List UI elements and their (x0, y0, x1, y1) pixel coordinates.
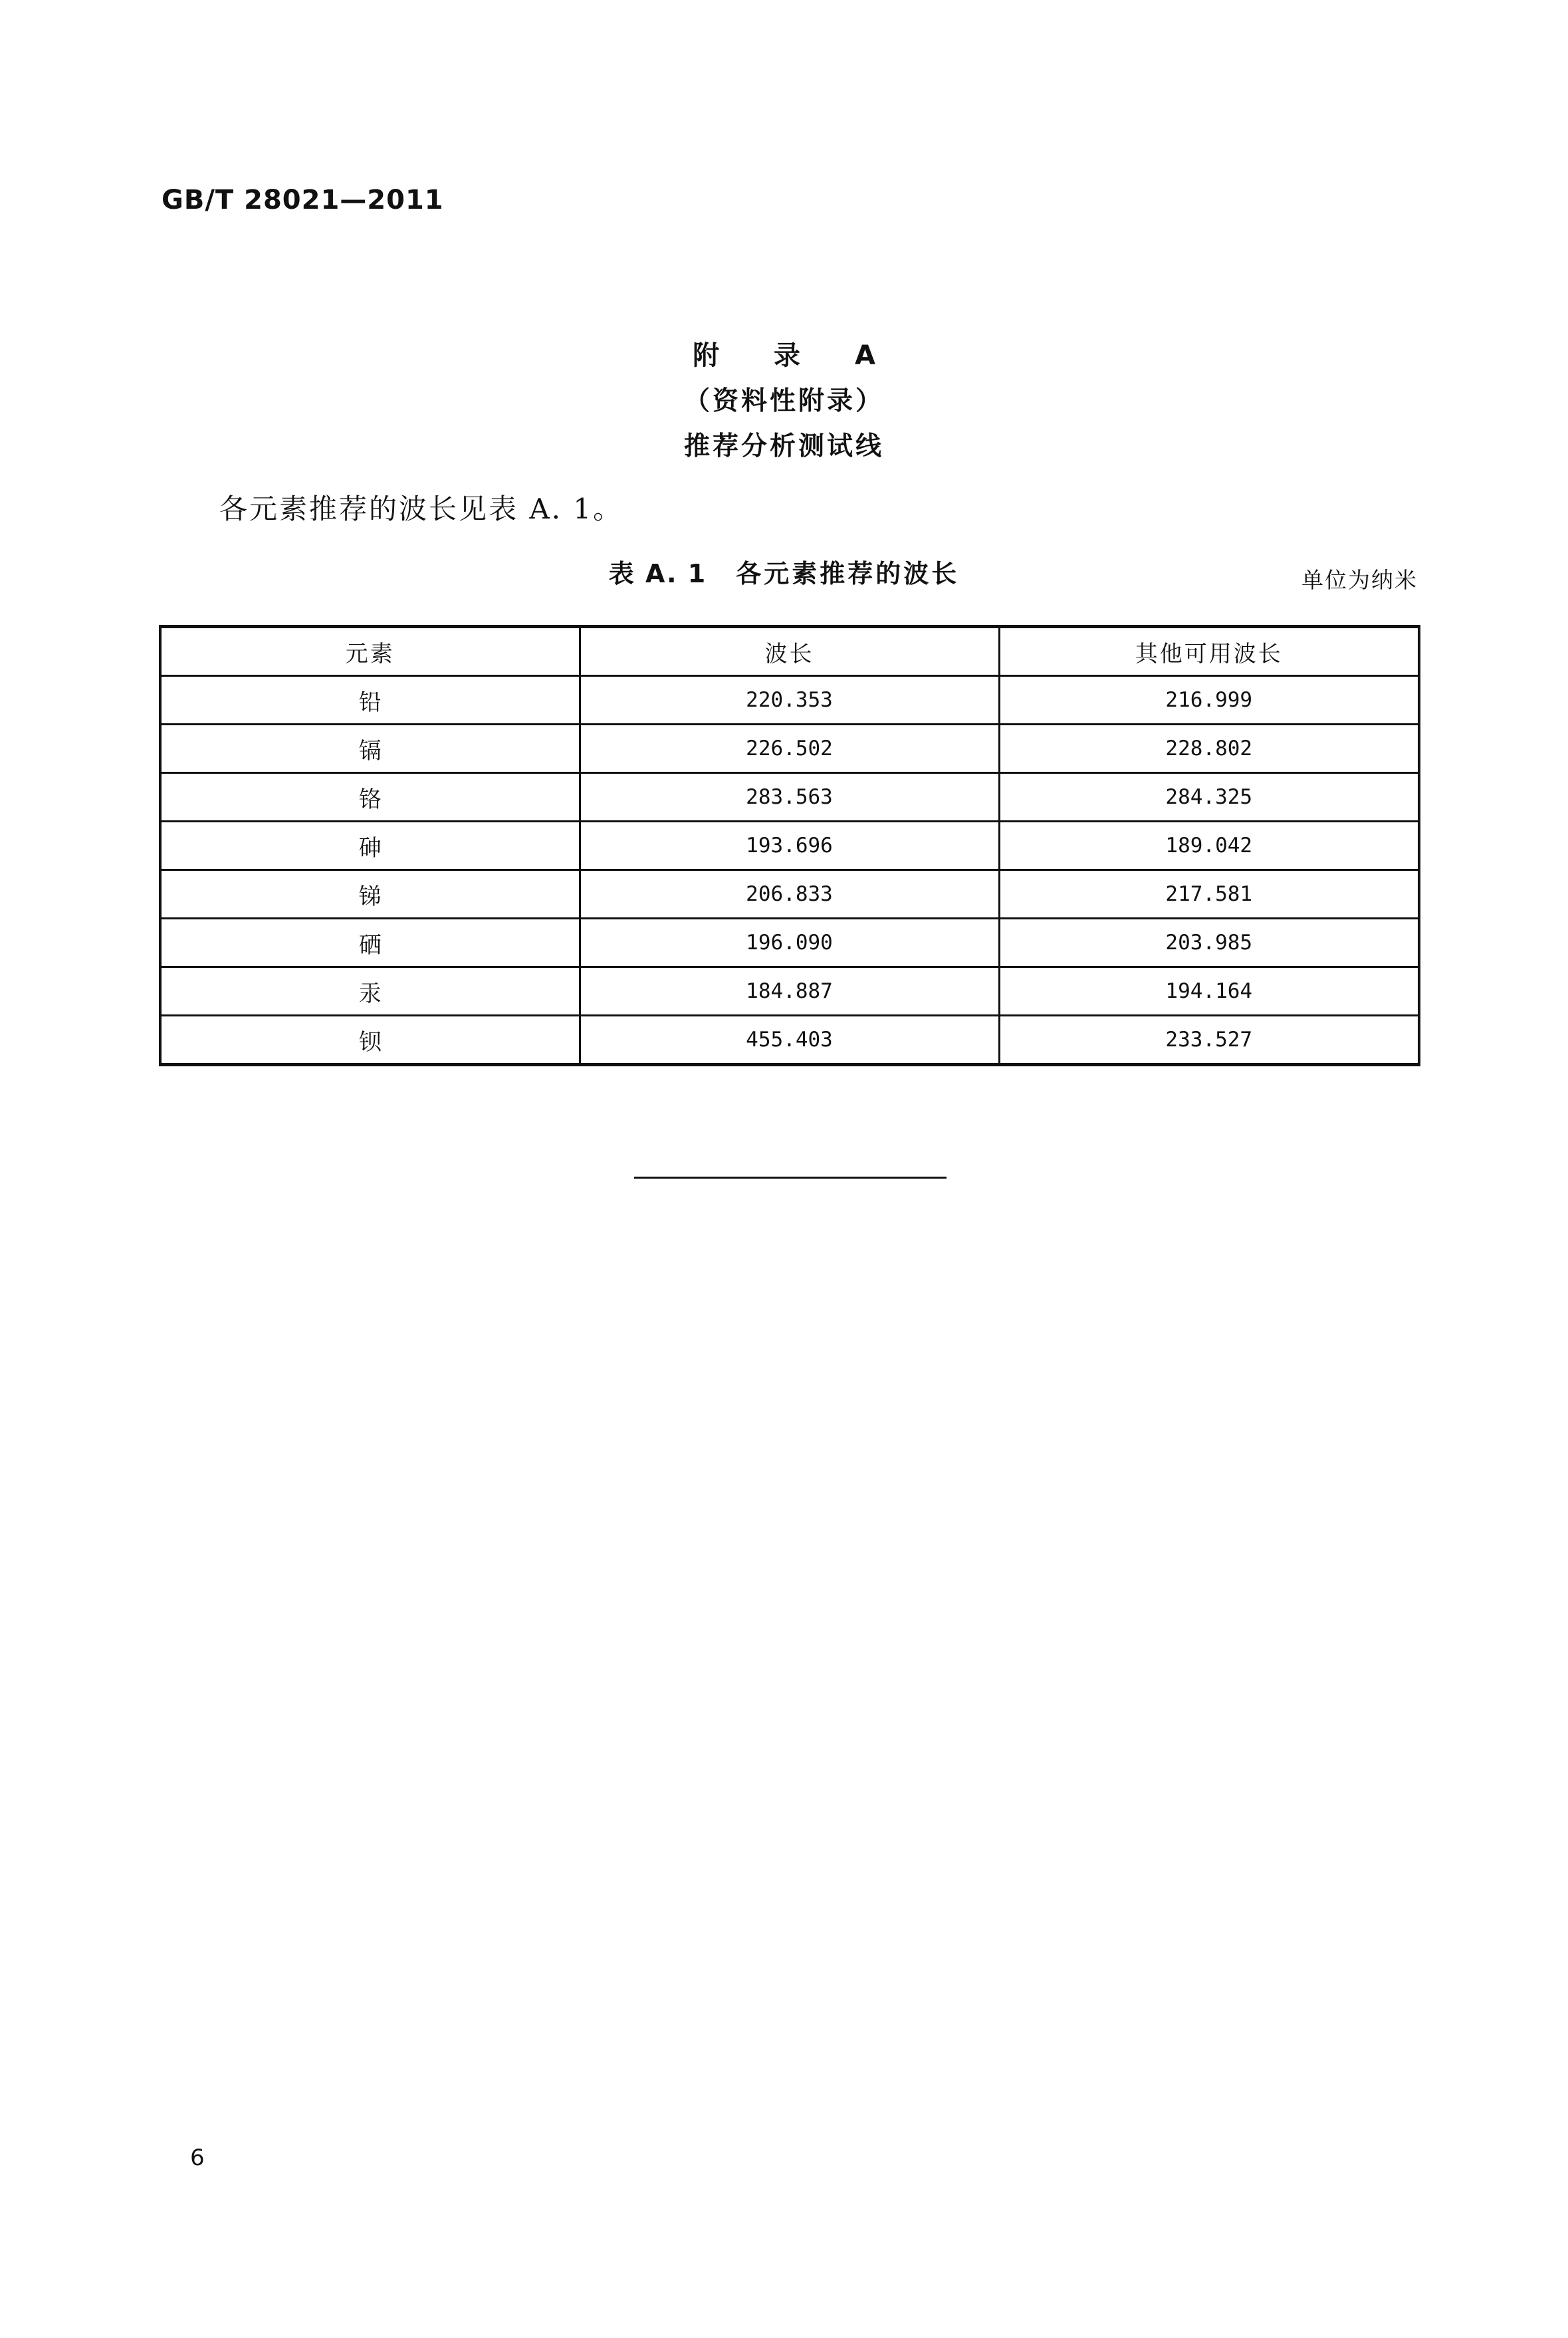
table-row (160, 967, 1419, 1016)
element-cell: 铅 (160, 676, 580, 725)
wavelength-cell: 184.887 (580, 967, 999, 1016)
wavelength-cell: 283.563 (580, 773, 999, 822)
table-row (160, 822, 1419, 870)
alternative-wavelength-cell: 228.802 (999, 725, 1419, 773)
intro-paragraph: 各元素推荐的波长见表 A. 1。 (219, 493, 623, 525)
table-caption-text: 各元素推荐的波长 (736, 559, 960, 588)
page-number: 6 (190, 2145, 205, 2171)
wavelength-cell: 220.353 (580, 676, 999, 725)
annex-type: （资料性附录） (683, 386, 884, 416)
alternative-wavelength-cell: 189.042 (999, 822, 1419, 870)
alternative-wavelength-cell: 284.325 (999, 773, 1419, 822)
element-cell: 锑 (160, 870, 580, 919)
wavelength-cell: 206.833 (580, 870, 999, 919)
element-cell: 硒 (160, 919, 580, 967)
wavelength-cell: 193.696 (580, 822, 999, 870)
end-of-document-rule (634, 1177, 947, 1179)
table-unit-note: 单位为纳米 (1301, 567, 1418, 593)
table-row (160, 870, 1419, 919)
element-cell: 镉 (160, 725, 580, 773)
annex-title: 推荐分析测试线 (683, 431, 884, 461)
annex-label: 附 录 A (693, 340, 898, 371)
table-row (160, 919, 1419, 967)
alternative-wavelength-cell: 203.985 (999, 919, 1419, 967)
alternative-wavelength-cell: 233.527 (999, 1016, 1419, 1065)
table-row (160, 725, 1419, 773)
column-header-alternative-wavelength: 其他可用波长 (999, 627, 1419, 676)
table-row (160, 1016, 1419, 1065)
wavelength-table (159, 625, 1420, 1066)
table-row (160, 676, 1419, 725)
wavelength-cell: 226.502 (580, 725, 999, 773)
element-cell: 汞 (160, 967, 580, 1016)
alternative-wavelength-cell: 216.999 (999, 676, 1419, 725)
element-cell: 铬 (160, 773, 580, 822)
column-header-wavelength: 波长 (580, 627, 999, 676)
table-caption-id: 表 A. 1 (608, 559, 707, 588)
element-cell: 钡 (160, 1016, 580, 1065)
element-cell: 砷 (160, 822, 580, 870)
alternative-wavelength-cell: 217.581 (999, 870, 1419, 919)
table-row (160, 773, 1419, 822)
alternative-wavelength-cell: 194.164 (999, 967, 1419, 1016)
wavelength-cell: 196.090 (580, 919, 999, 967)
column-header-element: 元素 (160, 627, 580, 676)
wavelength-cell: 455.403 (580, 1016, 999, 1065)
standard-code: GB/T 28021—2011 (162, 185, 444, 215)
table-header-row (160, 627, 1419, 676)
